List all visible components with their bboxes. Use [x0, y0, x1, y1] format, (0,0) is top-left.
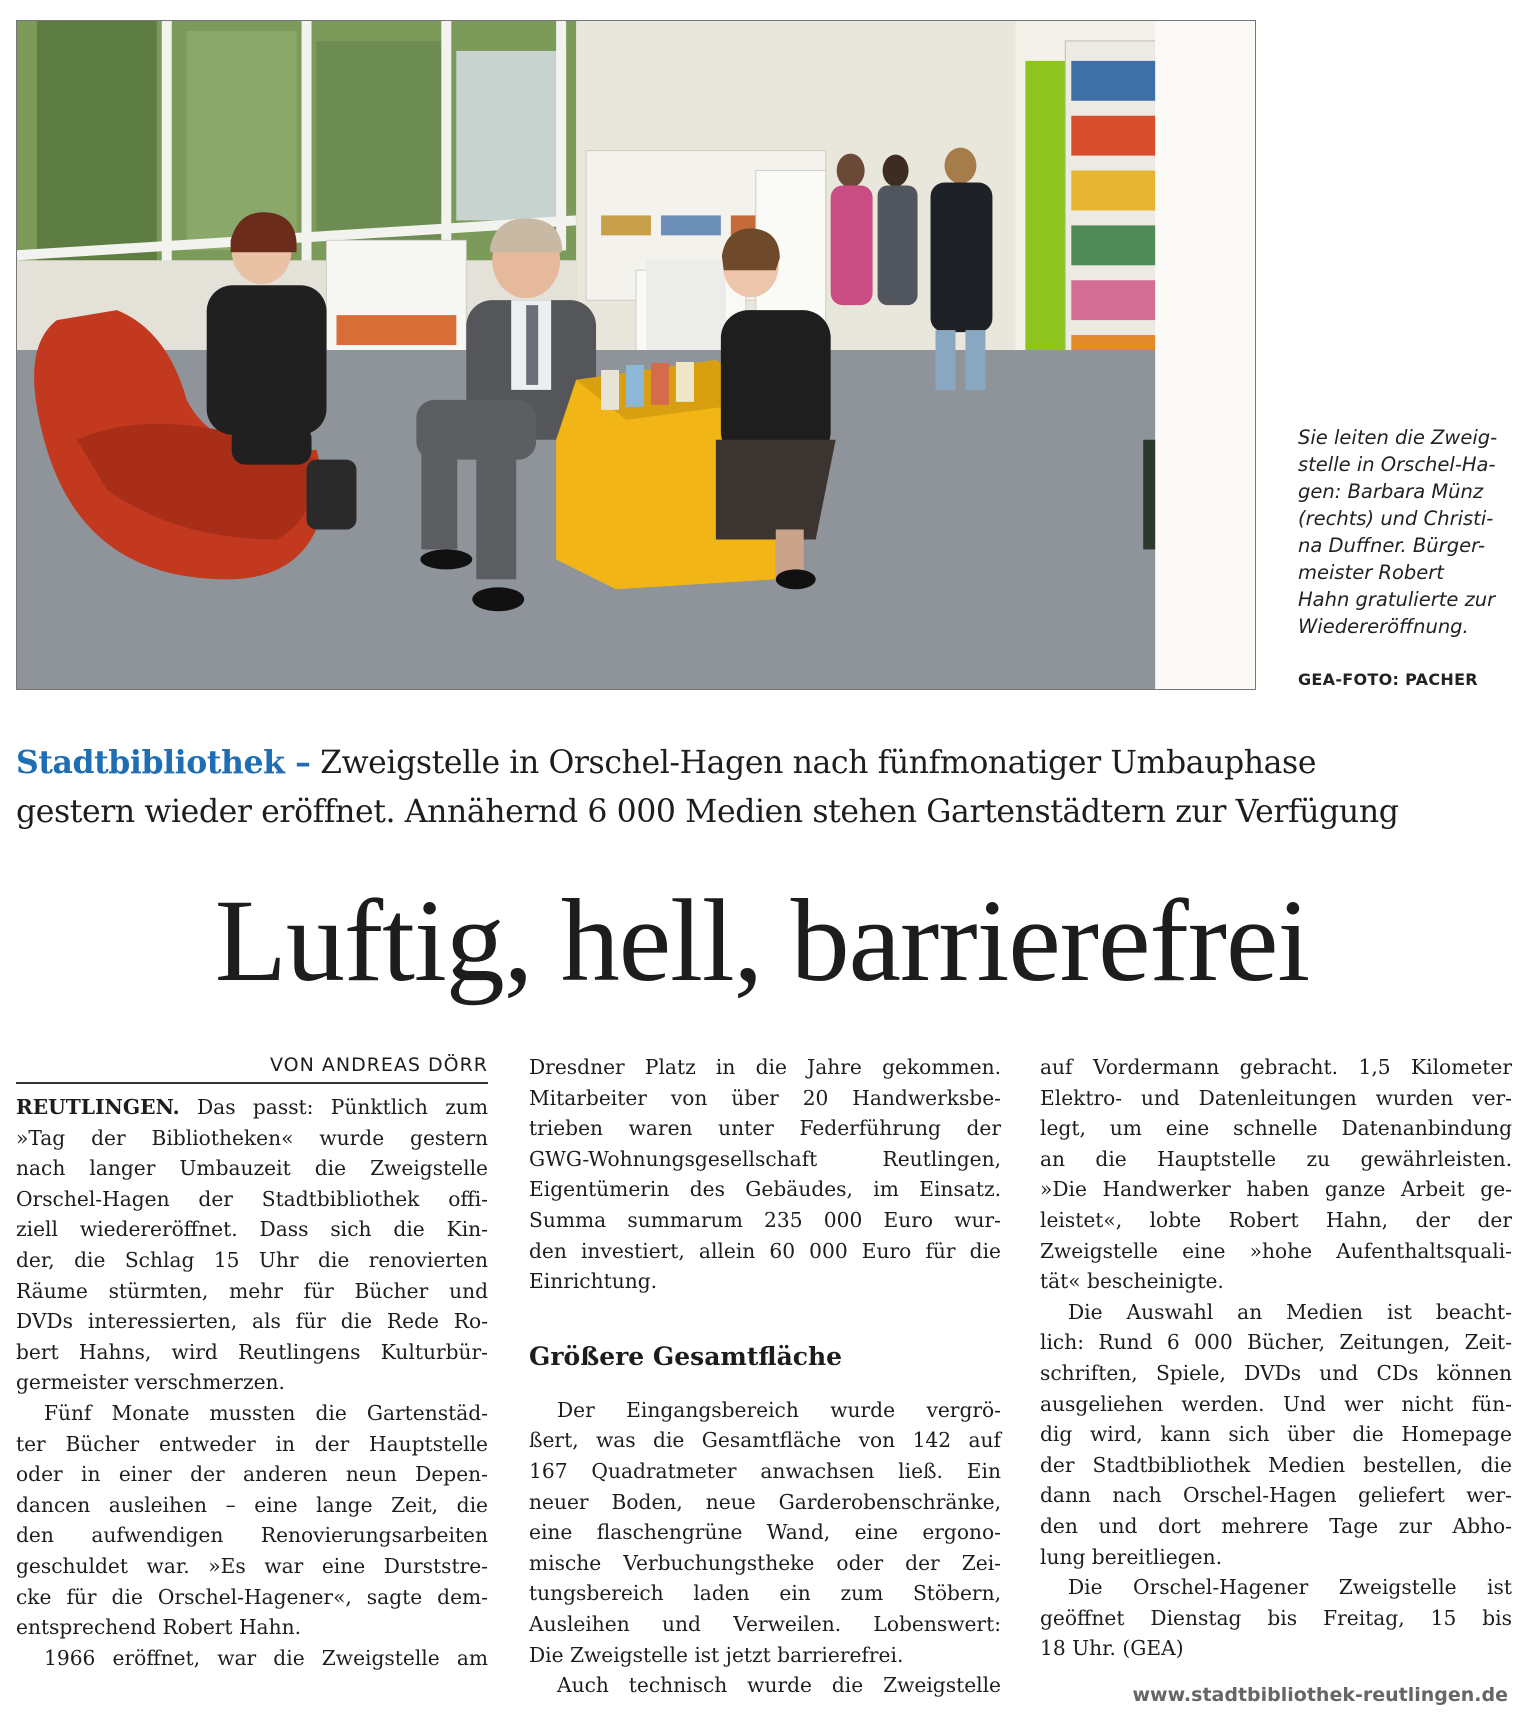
kicker-line2: gestern wieder eröffnet. Annähernd 6 000 Medien stehen Gartenstädtern zur Verfügung	[16, 794, 1399, 830]
photo-caption: Sie leiten die Zweig- stelle in Orschel-Ha- gen: Barbara Münz (rechts) und Christi- na Duffner. Bürger- meister Robert Hahn gratulierte zur Wiedereröffnung.	[1298, 426, 1498, 638]
library-scene-illustration	[17, 21, 1255, 689]
kicker-line1: Zweigstelle in Orschel-Hagen nach fünfmonatiger Umbauphase	[310, 745, 1317, 781]
dateline: REUTLINGEN.	[16, 1095, 180, 1119]
photo-credit: GEA-FOTO: PACHER	[1298, 670, 1478, 689]
headline: Luftig, hell, barrierefrei	[214, 875, 1310, 1006]
website-link[interactable]: www.stadtbibliothek-reutlingen.de	[1132, 1684, 1508, 1706]
subheading: Größere Gesamtfläche	[529, 1341, 843, 1371]
article-column-2: Dresdner Platz in die Jahre gekommen. Mitarbeiter von über 20 Handwerksbe- trieben waren unter Federführung der GWG-Wohnungsgesellschaft Reutlingen, Eigentümerin des Gebäudes, im Einsatz. Summa summarum 235 000 Euro wur- den investiert, allein 60 000 Euro für die Einrichtung. Größere Gesamtfläche Der Eingangsbereich wurde vergrö- ßert, was die Gesamtfläche von 142 auf 167 Quadratmeter anwachsen ließ. Ein neuer Boden, neue Garderobenschränke, eine flaschengrüne Wand, eine ergono- mische Verbuchungstheke oder der Zei- tungsbereich laden ein zum Stöbern, Ausleihen und Verweilen. Lobenswert: Die Zweigstelle ist jetzt barrierefrei. Auch technisch wurde die Zweigstelle	[529, 1055, 1001, 1698]
article-column-1: VON ANDREAS DÖRR REUTLINGEN. Das passt: Pünktlich zum »Tag der Bibliotheken« wurde gestern nach langer Umbauzeit die Zweigstelle Orschel-Hagen der Stadtbibliothek offi- ziell wiedereröffnet. Dass sich die Kin- der, die Schlag 15 Uhr die renovierten Räume stürmten, mehr für Bücher und DVDs interessierten, als für die Rede Ro- bert Hahns, wird Reutlingens Kulturbür- germeister verschmerzen. Fünf Monate mussten die Gartenstäd- ter Bücher entweder in der Hauptstelle oder in einer der anderen neun Depen- dancen ausleihen – eine lange Zeit, die den aufwendigen Renovierungsarbeiten geschuldet war. »Es war eine Durststre- cke für die Orschel-Hagener«, sagte dem- entsprechend Robert Hahn. 1966 eröffnet, war die Zweigstelle am	[16, 1054, 488, 1670]
article-column-3: auf Vordermann gebracht. 1,5 Kilometer Elektro- und Datenleitungen wurden ver- legt, um eine schnelle Datenanbindung an die Hauptstelle zu gewährleisten. »Die Handwerker haben ganze Arbeit ge- leistet«, lobte Robert Hahn, der der Zweigstelle eine »hohe Aufenthaltsquali- tät« bescheinigte. Die Auswahl an Medien ist beacht- lich: Rund 6 000 Bücher, Zeitungen, Zeit- schriften, Spiele, DVDs und CDs können ausgeliehen werden. Und wer nicht fün- dig wird, kann sich über die Homepage der Stadtbibliothek Medien bestellen, die dann nach Orschel-Hagen geliefert wer- den und dort mehrere Tage zur Abho- lung bereitliegen. Die Orschel-Hagener Zweigstelle ist geöffnet Dienstag bis Freitag, 15 bis 18 Uhr. (GEA)	[1040, 1055, 1512, 1661]
kicker	[16, 738, 1516, 837]
article-photo	[16, 20, 1256, 690]
byline: VON ANDREAS DÖRR	[16, 1052, 488, 1084]
kicker-accent: Stadtbibliothek –	[16, 744, 311, 781]
